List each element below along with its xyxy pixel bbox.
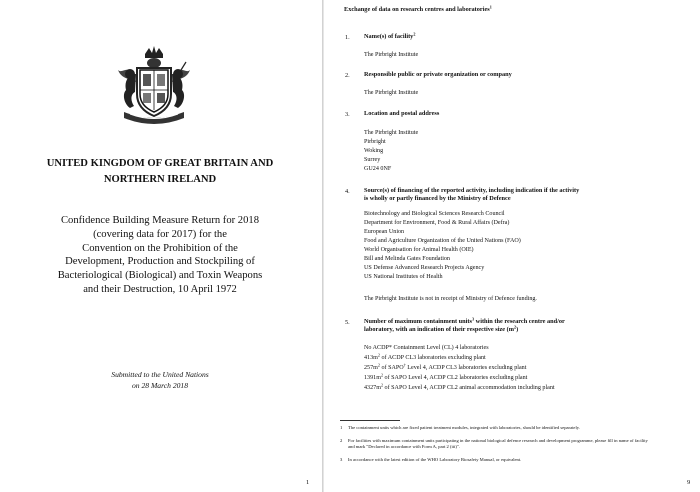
- page-number: 1: [306, 479, 310, 486]
- section-title-text: Name(s) of facility: [364, 33, 414, 40]
- submission-note: [20, 370, 300, 391]
- funder-item: Bill and Melinda Gates Foundation: [364, 256, 450, 262]
- report-description: [8, 214, 312, 297]
- footnote-ref: 1: [489, 4, 492, 10]
- description-line: Convention on the Prohibition of the: [82, 242, 238, 254]
- area-value: 4327m: [364, 385, 381, 391]
- address-line: Surrey: [364, 157, 381, 163]
- section-title: [364, 318, 682, 333]
- funding-note: The Pirbright Institute is not in receipt of Ministry of Defence funding.: [364, 296, 537, 302]
- footnote-number: 1: [340, 425, 343, 430]
- superscript: 2: [377, 352, 380, 358]
- royal-coat-of-arms-icon: [104, 44, 204, 130]
- item-text: Level 4, ACDP CL3 laboratories excluding plant: [405, 365, 527, 371]
- footnote-ref: 2: [413, 31, 416, 37]
- funder-item: European Union: [364, 229, 405, 235]
- section-title: Responsible public or private organization or company: [364, 71, 512, 78]
- description-line: and their Destruction, 10 April 1972: [83, 283, 237, 295]
- item-text: of SAPO: [379, 365, 404, 371]
- description-line: Confidence Building Measure Return for 2018: [60, 215, 259, 226]
- superscript: 2: [380, 372, 384, 378]
- country-title: [10, 156, 310, 188]
- footnote-ref: †: [403, 362, 406, 368]
- superscript: 2: [380, 382, 384, 388]
- title-line: NORTHERN IRELAND: [103, 174, 217, 185]
- footnote-ref: 3: [471, 316, 475, 322]
- item-text: of SAPO Level 4, ACDP CL2 animal accommodation including plant: [383, 385, 555, 391]
- funder-item: Biotechnology and Biological Sciences Research Council: [364, 211, 505, 217]
- address-line: Pirbright: [364, 139, 386, 145]
- address-line: Woking: [364, 148, 384, 154]
- funder-item: World Organisation for Animal Health (OIE): [364, 247, 474, 253]
- title-line: UNITED KINGDOM OF GREAT BRITAIN AND: [46, 158, 274, 169]
- section-title-line: [364, 326, 682, 334]
- section-title: Location and postal address: [364, 110, 440, 117]
- area-value: 257m: [364, 365, 378, 371]
- containment-item: [364, 382, 555, 391]
- description-line: Development, Production and Stockpiling of: [65, 256, 255, 268]
- area-value: 1391m: [364, 375, 381, 381]
- heading-text: Exchange of data on research centres and laboratories: [344, 6, 490, 13]
- footnote-number: 2: [340, 438, 343, 443]
- containment-item: [364, 352, 486, 361]
- section-title: [364, 187, 682, 202]
- description-line: Bacteriological (Biological) and Toxin Weapons: [57, 270, 263, 282]
- footnote-number: 3: [340, 457, 343, 462]
- title-part: Number of maximum containment units: [364, 318, 472, 325]
- superscript: 2: [514, 324, 517, 330]
- containment-item: [364, 372, 528, 381]
- funder-item: US National Institutes of Health: [364, 274, 443, 280]
- section-title-line: [364, 318, 682, 326]
- cover-page: [0, 0, 322, 492]
- organization-name: The Pirbright Institute: [364, 90, 419, 96]
- footnote-text: In accordance with the latest edition of the WHO Laboratory Biosafety Manual, or equivalent.: [348, 457, 522, 462]
- superscript: 2: [377, 362, 380, 368]
- page-heading: [344, 6, 492, 13]
- section-title: [364, 33, 682, 41]
- containment-item: No ACDP* Containment Level (CL) 4 laboratories: [364, 345, 489, 351]
- section-number: 3.: [345, 111, 350, 118]
- footnote-text: For facilities with maximum containment units participating in the national biological defence research and development programme, please fill in name of facility and mark "Declared in accordance with Form A, part 2 (iii)".: [348, 438, 648, 449]
- description-line: (covering data for 2017) for the: [93, 228, 227, 240]
- submission-line: Submitted to the United Nations: [111, 370, 209, 379]
- item-text: of ACDP CL3 laboratories excluding plant: [379, 355, 486, 361]
- section-title-line: is wholly or partly financed by the Ministry of Defence: [364, 194, 511, 202]
- submission-line: on 28 March 2018: [131, 380, 189, 390]
- section-title-line: Source(s) of financing of the reported activity, including indication if the activity: [364, 187, 580, 194]
- item-text: of SAPO Level 4, ACDP CL2 laboratories excluding plant: [383, 375, 528, 381]
- containment-item: [364, 362, 527, 371]
- funder-item: US Defense Advanced Research Projects Agency: [364, 265, 485, 271]
- section-number: 2.: [345, 72, 350, 79]
- title-part: laboratory, with an indication of their respective size (m: [364, 325, 514, 333]
- address-line: GU24 0NF: [364, 166, 392, 172]
- page-number: 9: [687, 479, 691, 486]
- section-number: 5.: [345, 319, 350, 326]
- title-part: within the research centre and/or: [474, 318, 565, 325]
- address-line: The Pirbright Institute: [364, 130, 419, 136]
- data-page: [324, 0, 700, 492]
- funder-item: Food and Agriculture Organization of the United Nations (FAO): [364, 238, 521, 244]
- footnote-text: The containment units which are fixed patient treatment modules, integrated with laboratories, should be identified separately.: [348, 425, 580, 430]
- footnote-rule: [340, 420, 400, 421]
- facility-name: The Pirbright Institute: [364, 52, 419, 58]
- area-value: 413m: [364, 355, 378, 361]
- title-part: ): [516, 325, 519, 333]
- funder-item: Department for Environment, Food & Rural Affairs (Defra): [364, 220, 510, 226]
- section-number: 1.: [345, 34, 350, 41]
- section-number: 4.: [345, 188, 350, 195]
